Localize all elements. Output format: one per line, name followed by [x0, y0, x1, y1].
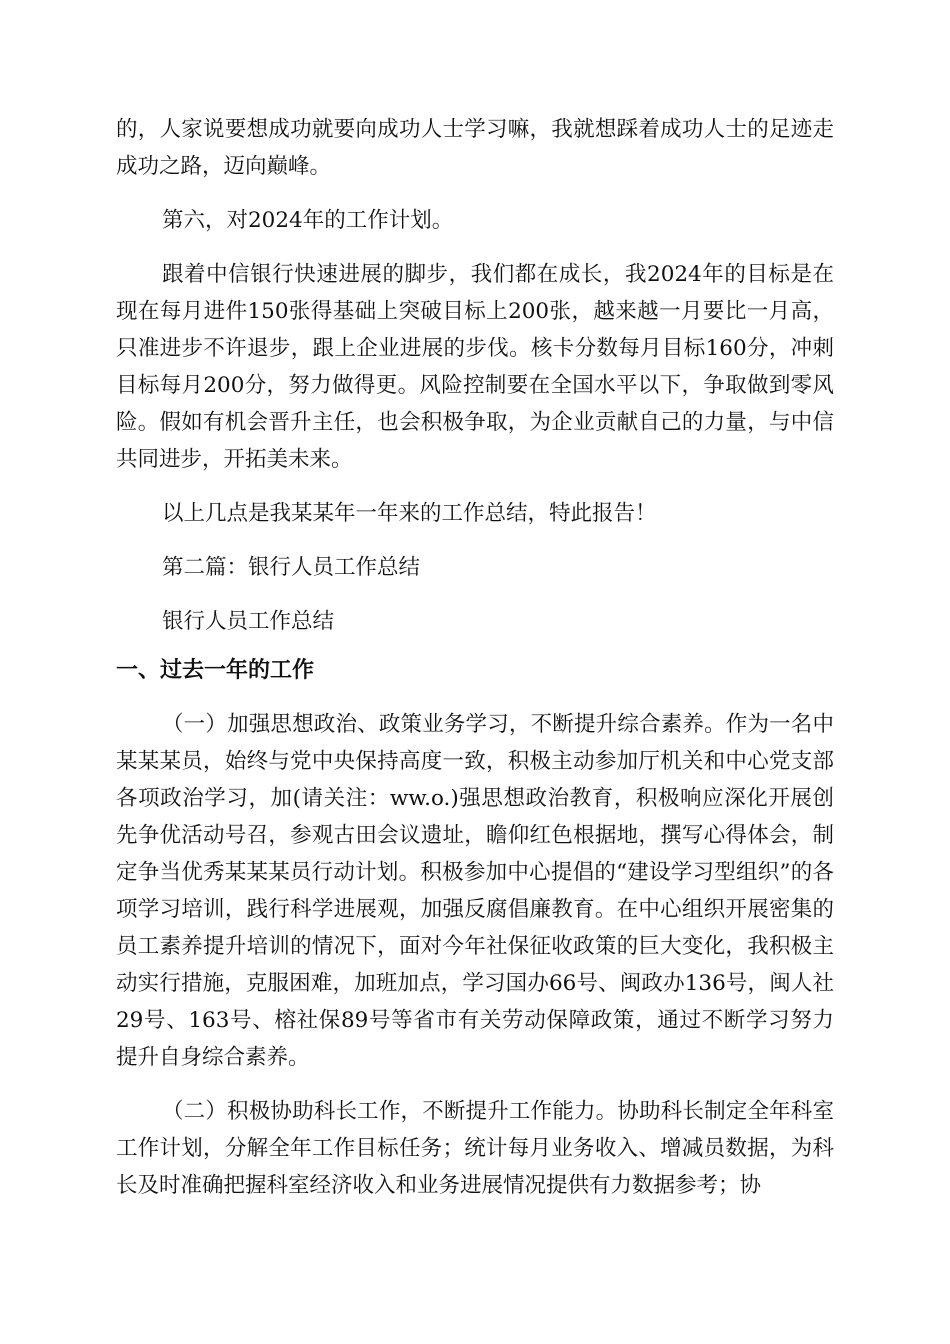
paragraph-5: 第二篇：银行人员工作总结: [162, 555, 421, 580]
document-body: [116, 111, 834, 1204]
paragraph-8: （二）积极协助科长工作，不断提升工作能力。协助科长制定全年科室工作计划，分解全年工作目标任务；统计每月业务收入、增减员数据，为科长及时准确把握科室经济收入和业务进展情况提供有力数据参考；协: [116, 1099, 834, 1198]
paragraph-2: 第六，对2024年的工作计划。: [162, 208, 454, 233]
paragraph-3: 跟着中信银行快速进展的脚步，我们都在成长，我2024年的目标是在现在每月进件150张得基础上突破目标上200张，越来越一月要比一月高，只准进步不许退步，跟上企业进展的步伐。核卡分数每月目标160分，冲刺目标每月200分，努力做得更。风险控制要在全国水平以下，争取做到零风险。假如有机会晋升主任，也会积极争取，为企业贡献自己的力量，与中信共同进步，开拓美未来。: [116, 262, 835, 472]
paragraph-7: （一）加强思想政治、政策业务学习，不断提升综合素养。作为一名中某某某员，始终与党中央保持高度一致，积极主动参加厅机关和中心党支部各项政治学习，加(请关注：ww.o.)强思想政治教育，积极响应深化开展创先争优活动号召，参观古田会议遗址，瞻仰红色根据地，撰写心得体会，制定争当优秀某某某员行动计划。积极参加中心提倡的“建设学习型组织”的各项学习培训，践行科学进展观，加强反腐倡廉教育。在中心组织开展密集的员工素养提升培训的情况下，面对今年社保征收政策的巨大变化，我积极主动实行措施，克服困难，加班加点，学习国办66号、闽政办136号，闽人社29号、163号、榕社保89号等省市有关劳动保障政策，通过不断学习努力提升自身综合素养。: [116, 712, 834, 1070]
paragraph-6: 银行人员工作总结: [162, 609, 335, 634]
paragraph-4: 以上几点是我某某年一年来的工作总结，特此报告！: [162, 501, 657, 526]
paragraph-1: 的，人家说要想成功就要向成功人士学习嘛，我就想踩着成功人士的足迹走成功之路，迈向巅峰。: [116, 117, 834, 179]
section-heading: 一、过去一年的工作: [116, 658, 315, 683]
